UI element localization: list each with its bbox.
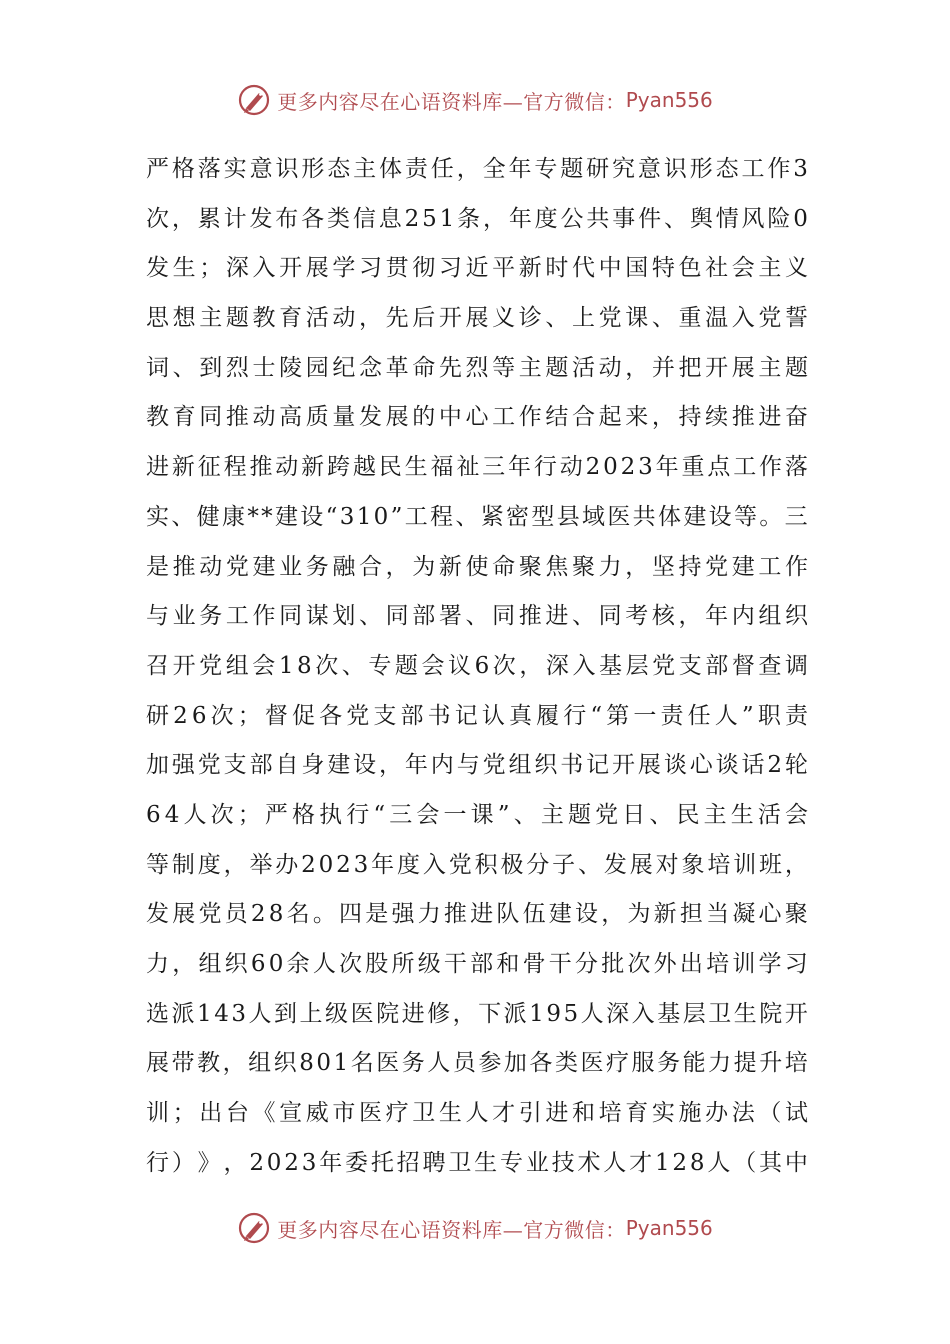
text-line: 实 、 健 康 * * 建 设 “ 3 1 0 ” 工 程 、 紧 密 型 县 域 医 共 体 建 设 等 。 三 — [146, 503, 808, 530]
text-line: 与 业 务 工 作 同 谋 划 、 同 部 署 、 同 推 进 、 同 考 核 ， 年 内 组 织 — [146, 603, 808, 630]
banner-text: 更多内容尽在心语资料库—官方微信： — [277, 1217, 626, 1242]
text-line: 进 新 征 程 推 动 新 跨 越 民 生 福 祉 三 年 行 动 2 0 2 3 年 重 点 工 作 落 — [146, 454, 808, 481]
banner-text: 更多内容尽在心语资料库—官方微信： — [277, 89, 626, 114]
text-line: 召 开 党 组 会 1 8 次 、 专 题 会 议 6 次 ， 深 入 基 层 党 支 部 督 查 调 — [146, 652, 808, 679]
pen-nib-logo-icon — [237, 83, 271, 117]
text-line: 等 制 度 ， 举 办 2 0 2 3 年 度 入 党 积 极 分 子 、 发 展 对 象 培 训 班 ， — [146, 851, 808, 878]
pen-nib-logo-icon — [237, 1211, 271, 1245]
document-body — [146, 145, 808, 1188]
text-line: 行 ） 》 ， 2 0 2 3 年 委 托 招 聘 卫 生 专 业 技 术 人 才 1 2 8 人 （ 其 中 — [146, 1149, 808, 1176]
text-line: 选 派 1 4 3 人 到 上 级 医 院 进 修 ， 下 派 1 9 5 人 深 入 基 层 卫 生 院 开 — [146, 1000, 808, 1027]
text-line: 展 带 教 ， 组 织 8 0 1 名 医 务 人 员 参 加 各 类 医 疗 服 务 能 力 提 升 培 — [146, 1050, 808, 1077]
wechat-id: Pyan556 — [625, 1216, 713, 1240]
text-line: 严 格 落 实 意 识 形 态 主 体 责 任 ， 全 年 专 题 研 究 意 识 形 态 工 作 3 — [146, 156, 808, 182]
text-line: 发 生 ； 深 入 开 展 学 习 贯 彻 习 近 平 新 时 代 中 国 特 色 社 会 主 义 — [146, 255, 808, 282]
text-line: 教 育 同 推 动 高 质 量 发 展 的 中 心 工 作 结 合 起 来 ， 持 续 推 进 奋 — [146, 404, 808, 431]
text-line: 研 2 6 次 ； 督 促 各 党 支 部 书 记 认 真 履 行 “ 第 一 责 任 人 ” 职 责 — [146, 702, 808, 729]
text-line: 加 强 党 支 部 自 身 建 设 ， 年 内 与 党 组 织 书 记 开 展 谈 心 谈 话 2 轮 — [146, 752, 808, 779]
footer-banner — [0, 1208, 950, 1248]
text-line: 发 展 党 员 2 8 名 。 四 是 强 力 推 进 队 伍 建 设 ， 为 新 担 当 凝 心 聚 — [146, 901, 808, 928]
text-line: 训 ； 出 台 《 宣 威 市 医 疗 卫 生 人 才 引 进 和 培 育 实 施 办 法 （ 试 — [146, 1100, 808, 1127]
text-line: 6 4 人 次 ； 严 格 执 行 “ 三 会 一 课 ” 、 主 题 党 日 、 民 主 生 活 会 — [146, 801, 808, 828]
text-line: 力 ， 组 织 6 0 余 人 次 股 所 级 干 部 和 骨 干 分 批 次 外 出 培 训 学 习 — [146, 951, 808, 977]
text-line: 词 、 到 烈 士 陵 园 纪 念 革 命 先 烈 等 主 题 活 动 ， 并 把 开 展 主 题 — [146, 354, 808, 381]
text-line: 是 推 动 党 建 业 务 融 合 ， 为 新 使 命 聚 焦 聚 力 ， 坚 持 党 建 工 作 — [146, 553, 808, 580]
text-line: 次 ， 累 计 发 布 各 类 信 息 2 5 1 条 ， 年 度 公 共 事 件 、 舆 情 风 险 0 — [146, 205, 808, 232]
header-banner — [0, 80, 950, 120]
wechat-id: Pyan556 — [625, 88, 713, 112]
text-line: 思 想 主 题 教 育 活 动 ， 先 后 开 展 义 诊 、 上 党 课 、 重 温 入 党 誓 — [146, 305, 808, 332]
